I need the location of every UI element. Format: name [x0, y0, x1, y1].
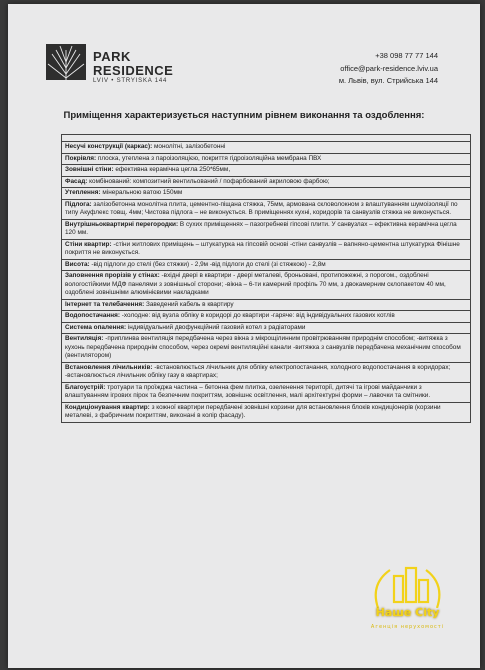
row-label: Вентиляція: — [65, 335, 104, 342]
row-text: комбінований: композитний вентильований / пофарбований акриловою фарбою; — [87, 177, 330, 185]
brand-location: LVIV • STRYISKA 144 — [93, 78, 168, 84]
brand-name-line2: RESIDENCE — [93, 63, 174, 78]
row-label: Благоустрій: — [65, 383, 106, 391]
row-text: -стіни житлових приміщень – штукатурка на гіпсовій основі -стіни санвузлів – вапняно-цементна штукатурка Фінішне покриття не виконується. — [65, 240, 460, 256]
table-row — [62, 311, 471, 323]
row-label: Утеплення: — [65, 189, 101, 196]
table-row — [62, 199, 471, 219]
table-row — [62, 259, 471, 271]
table-row — [62, 402, 471, 422]
table-row — [62, 135, 471, 142]
table-row — [62, 188, 471, 200]
table-row — [62, 239, 471, 259]
row-text: залізобетонна монолітна плита, цементно-піщана стяжка, 75мм, армована скловолокном з влаштуванням шумоізоляції по типу Акуфлекс товщ. 4мм; Чистова підлога – не виконується. В приміщеннях кухні, коридорів та санвузлів стяжка не виконується. — [65, 200, 458, 216]
row-label: Інтернет та телебачення: — [65, 300, 145, 308]
table-row — [62, 322, 471, 334]
agency-watermark — [360, 564, 455, 654]
document-page — [8, 4, 480, 668]
row-label: Система опалення: — [65, 323, 127, 331]
row-text: плоска, утеплена з пароізоляцією, покриття гідроізоляційна мембрана ПВХ — [96, 154, 322, 162]
row-text: Заведений кабель в квартиру — [144, 300, 234, 308]
row-text: мінеральною ватою 150мм — [100, 189, 183, 196]
row-label: Заповнення прорізів у стінах: — [65, 272, 160, 279]
row-label: Фасад: — [65, 177, 88, 185]
row-label: Встановлення лічильників: — [65, 363, 153, 371]
row-label: Висота: — [65, 260, 90, 268]
row-text: -вхідні двері в квартири - двері металеві, броньовані, протипожежні, з порогом., оздоблені вологостійкими МДФ панелями з зовнішньої сторони; -вікна – 6-ти камерний профіль 70 мм, з двокамерним склопакетом 40 мм, оздоблені зовнішніми алюмінієвими накладками — [65, 272, 446, 296]
row-text: тротуари та проїжджа частина – бетонна фем плитка, озеленення території, дитячі та ігрові майданчики з влаштуванням ігрових пірок та безпечним покриттям, зовнішнє освітлення, малі архітектурні форми – лавочки та смітники. — [65, 383, 431, 399]
email-address: office@park-residence.lviv.ua — [340, 63, 438, 73]
table-row — [62, 299, 471, 311]
table-row — [62, 153, 471, 165]
table-row — [62, 142, 471, 154]
row-label: Покрівля: — [65, 154, 97, 162]
row-text: В сухих приміщеннях – пазогребневі гіпсові плити. У санвузлах – ефективна керамічна цегла 120 мм. — [65, 220, 457, 236]
row-text: з кожної квартири передбачені зовнішні корзини для встановлення блоків кондиціонерів (корзини металеві, з фабричним покриттям, виконані в колір фасаду). — [65, 403, 441, 419]
row-text: -холодне: від вузла обліку в коридорі до квартири -гаряче: від індивідуальних газових котлів — [120, 312, 395, 319]
row-text: -від підлоги до стелі (без стяжки) - 2,9м -від підлоги до стелі (зі стяжкою) - 2,8м — [89, 260, 326, 268]
contact-block — [339, 50, 438, 88]
row-text: ефективна керамічна цегла 250*65мм, — [113, 166, 231, 173]
park-residence-logo-icon — [46, 44, 86, 80]
table-row — [62, 165, 471, 177]
row-text: -приплинва вентиляція передбачена через вікна з мікрощілинним провітрюванням природнім способом; -витяжка з кухонь передбачена природнім способом, через окремі вентиляційні канали -витяжка з санвузлів передбачена механічним способом (вентилятором) — [65, 335, 461, 359]
spec-table — [61, 134, 471, 423]
row-text: індивідуальний двофункційний газовий котел з радіаторами — [126, 323, 306, 331]
table-row — [62, 219, 471, 239]
phone-number: +38 098 77 77 144 — [375, 51, 438, 60]
row-label: Внутрішньоквартирні перегородки: — [65, 220, 179, 228]
watermark-subtext: Агенція нерухомості — [370, 624, 445, 630]
postal-address: м. Львів, вул. Стрийська 144 — [338, 76, 438, 85]
table-row — [62, 334, 471, 363]
watermark-text: Наше City — [375, 606, 440, 619]
row-label: Несучі конструкції (каркас): — [65, 143, 153, 150]
row-label: Водопостачання: — [65, 312, 120, 319]
table-row — [62, 176, 471, 188]
row-label: Підлога: — [65, 200, 92, 208]
row-text: монолітні, залізобетонні — [152, 143, 226, 150]
row-label: Стіни квартир: — [65, 240, 112, 248]
table-row — [62, 382, 471, 402]
table-row — [62, 362, 471, 382]
row-label: Зовнішні стіни: — [65, 166, 114, 173]
row-label: Кондиціонування квартир: — [65, 403, 150, 411]
table-row — [62, 271, 471, 300]
brand-name-line1: PARK — [93, 49, 131, 64]
row-text: -встановлюється лічильник для обліку електропостачання, холодного водопостачання в коридорах; -встановлюється лічильник обліку газу в квартирах; — [65, 363, 451, 379]
buildings-icon — [360, 564, 455, 608]
document-title: Приміщення характеризується наступним рівнем виконання та оздоблення: — [63, 110, 425, 121]
